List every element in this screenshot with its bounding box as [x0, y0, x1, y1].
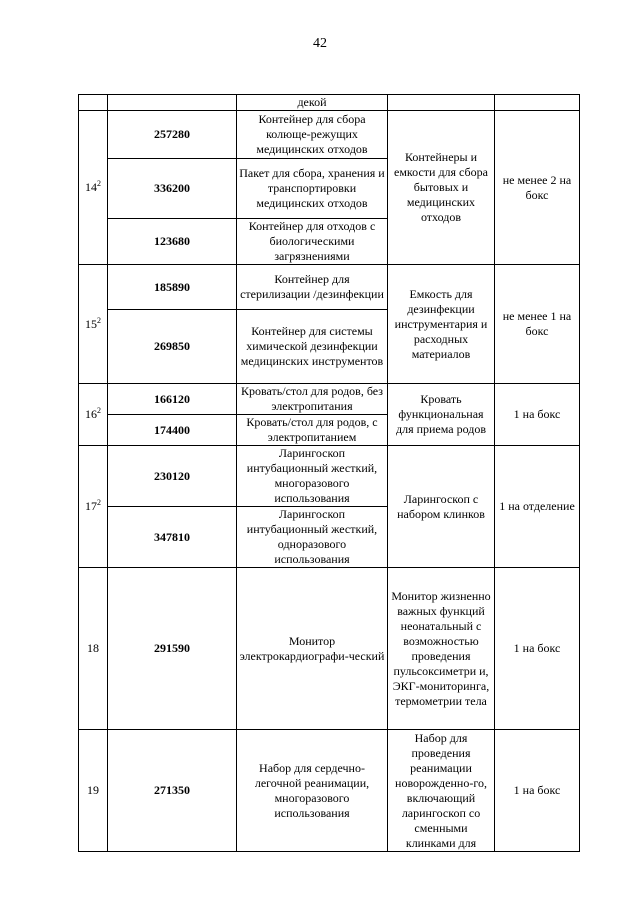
required-quantity: 1 на бокс: [495, 730, 580, 852]
item-code: 257280: [108, 111, 237, 159]
row-number: $16^2$: [79, 384, 108, 446]
item-name: Ларингоскоп интубационный жесткий, многоразового использования: [237, 446, 388, 507]
row-number: 18: [79, 568, 108, 730]
item-name: Монитор электрокардиографи-ческий: [237, 568, 388, 730]
required-quantity: 1 на отделение: [495, 446, 580, 568]
row-number: $14^2$: [79, 111, 108, 265]
item-name: Ларингоскоп интубационный жесткий, одноразового использования: [237, 507, 388, 568]
item-name: Набор для сердечно-легочной реанимации, многоразового использования: [237, 730, 388, 852]
equipment-table: [78, 94, 580, 852]
name-cell: декой: [237, 95, 388, 111]
item-code: 336200: [108, 159, 237, 219]
equipment-type: Емкость для дезинфекции инструментария и расходных материалов: [388, 265, 495, 384]
number-cell: [79, 95, 108, 111]
table-row: [79, 568, 580, 730]
item-code: 166120: [108, 384, 237, 415]
row-number: $17^2$: [79, 446, 108, 568]
item-code: 185890: [108, 265, 237, 310]
page-number: 42: [313, 36, 327, 51]
table-row: [79, 111, 580, 159]
row-number: $15^2$: [79, 265, 108, 384]
type-cell: [388, 95, 495, 111]
table-row: [79, 446, 580, 507]
equipment-type: Контейнеры и емкости для сбора бытовых и медицинских отходов: [388, 111, 495, 265]
required-quantity: 1 на бокс: [495, 384, 580, 446]
row-number: 19: [79, 730, 108, 852]
table-row: [79, 730, 580, 852]
item-name: Пакет для сбора, хранения и транспортировки медицинских отходов: [237, 159, 388, 219]
item-code: 230120: [108, 446, 237, 507]
item-name: Кровать/стол для родов, с электропитанием: [237, 415, 388, 446]
item-code: 123680: [108, 219, 237, 265]
equipment-type: Ларингоскоп с набором клинков: [388, 446, 495, 568]
quantity-cell: [495, 95, 580, 111]
equipment-type: Монитор жизненно важных функций неонатальный с возможностью проведения пульсоксиметри и, ЭКГ-мониторинга, термометрии тела: [388, 568, 495, 730]
required-quantity: не менее 2 на бокс: [495, 111, 580, 265]
equipment-type: Кровать функциональная для приема родов: [388, 384, 495, 446]
table-row: [79, 265, 580, 310]
item-name: Контейнер для отходов с биологическими загрязнениями: [237, 219, 388, 265]
item-code: 269850: [108, 310, 237, 384]
item-code: 174400: [108, 415, 237, 446]
item-code: 291590: [108, 568, 237, 730]
required-quantity: 1 на бокс: [495, 568, 580, 730]
item-name: Кровать/стол для родов, без электропитания: [237, 384, 388, 415]
code-cell: [108, 95, 237, 111]
table-row: [79, 384, 580, 415]
equipment-type: Набор для проведения реанимации новорожденно-го, включающий ларингоскоп со сменными клинками для: [388, 730, 495, 852]
item-name: Контейнер для системы химической дезинфекции медицинских инструментов: [237, 310, 388, 384]
item-code: 271350: [108, 730, 237, 852]
item-name: Контейнер для стерилизации /дезинфекции: [237, 265, 388, 310]
required-quantity: не менее 1 на бокс: [495, 265, 580, 384]
item-code: 347810: [108, 507, 237, 568]
table-row: [79, 95, 580, 111]
item-name: Контейнер для сбора колюще-режущих медицинских отходов: [237, 111, 388, 159]
